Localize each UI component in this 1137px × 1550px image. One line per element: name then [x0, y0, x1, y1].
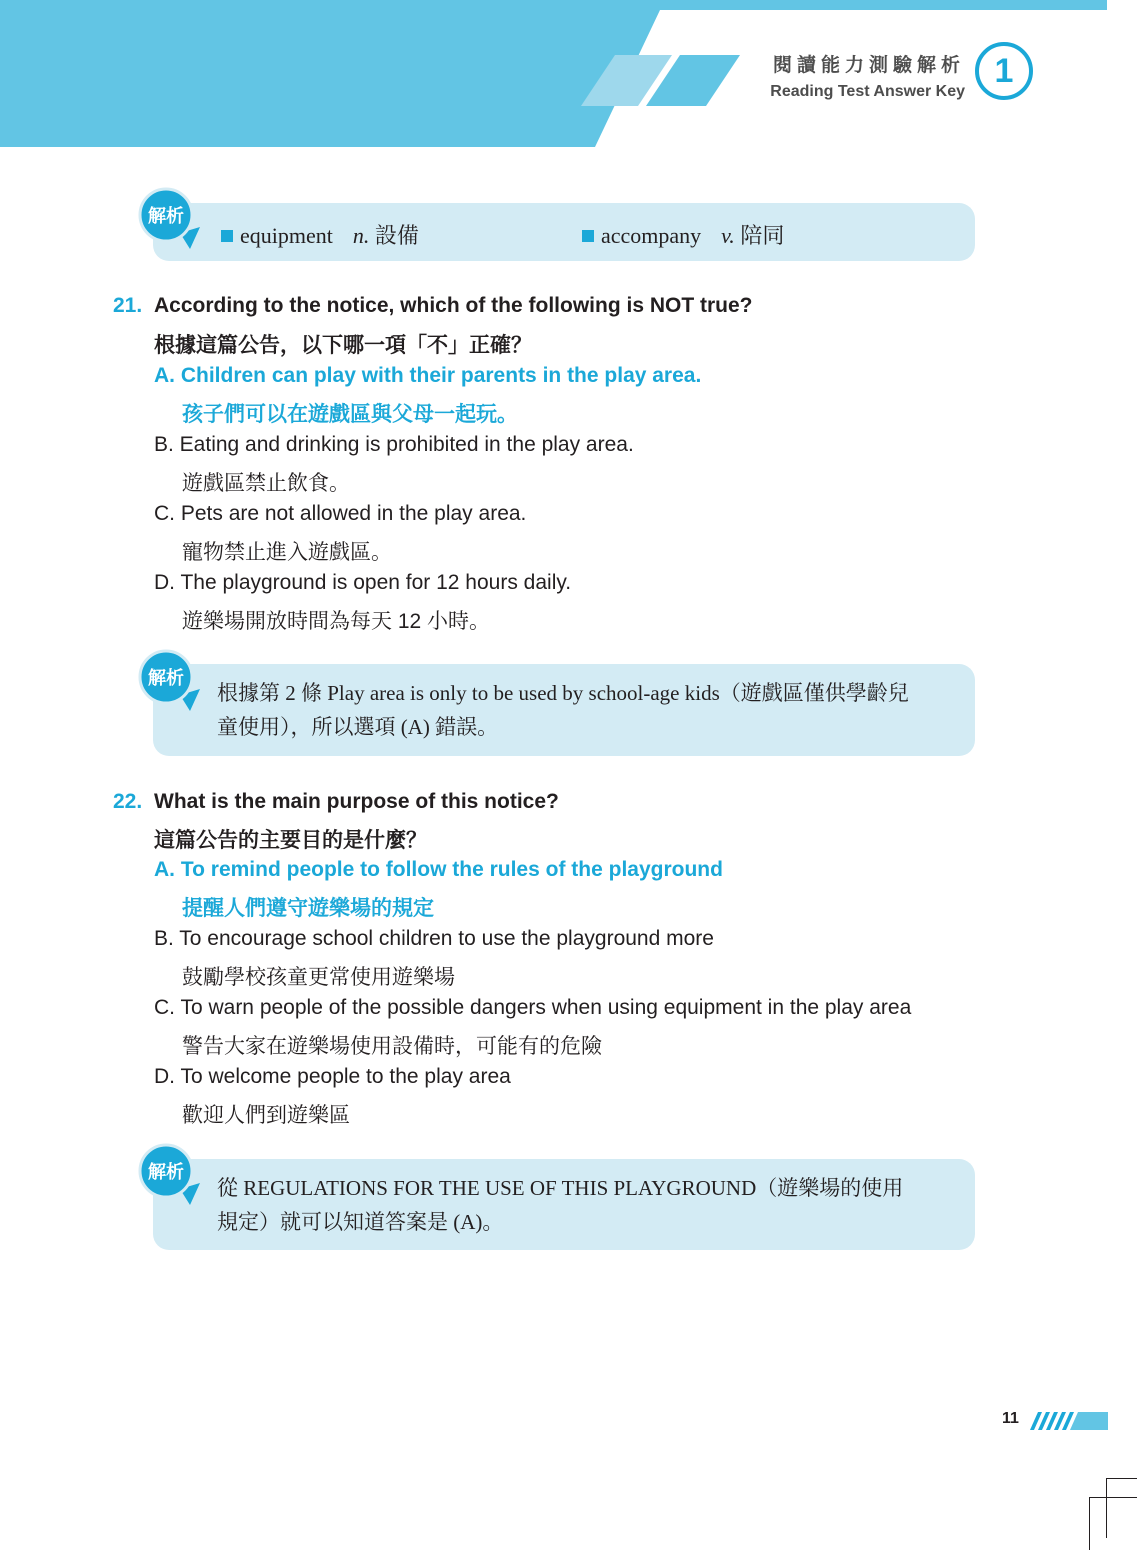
crop-mark — [1106, 1478, 1137, 1479]
badge-label: 解析 — [148, 206, 184, 227]
header-band — [0, 0, 1137, 150]
explanation-badge-icon — [138, 1143, 210, 1207]
explanation-text-21 — [217, 676, 962, 744]
page-number: 11 — [1002, 1410, 1019, 1427]
option-c-zh: 警告大家在遊樂場使用設備時，可能有的危險 — [182, 1035, 602, 1058]
explanation-badge-icon — [138, 649, 210, 713]
option-a-zh: 孩子們可以在遊戲區與父母一起玩。 — [182, 403, 518, 426]
vocab-meaning: 設備 — [374, 223, 419, 248]
explanation-text-22 — [217, 1171, 962, 1239]
option-c-zh: 寵物禁止進入遊戲區。 — [182, 541, 392, 564]
page-number-stripes — [1030, 1412, 1108, 1430]
question-number: 21. — [113, 294, 143, 317]
question-text-zh: 根據這篇公告，以下哪一項「不」正確？ — [154, 334, 532, 357]
explanation-line: 從 REGULATIONS FOR THE USE OF THIS PLAYGROUND（遊樂場的使用 — [217, 1176, 904, 1200]
option-b-zh: 遊戲區禁止飲食。 — [182, 472, 350, 495]
badge-label: 解析 — [148, 1162, 184, 1183]
vocab-word: accompany — [601, 223, 702, 248]
bullet-square-icon — [221, 230, 233, 242]
option-d-zh: 遊樂場開放時間為每天 12 小時。 — [182, 610, 491, 633]
explanation-line: 根據第 2 條 Play area is only to be used by school-age kids（遊戲區僅供學齡兒 — [217, 681, 909, 705]
option-a-zh: 提醒人們遵守遊樂場的規定 — [182, 897, 434, 920]
option-d-zh: 歡迎人們到遊樂區 — [182, 1104, 350, 1127]
chapter-number-badge: 1 — [975, 42, 1033, 100]
option-a-en: A. To remind people to follow the rules of the playground — [154, 858, 723, 881]
option-c-en: C. Pets are not allowed in the play area. — [154, 502, 527, 525]
badge-label: 解析 — [148, 668, 184, 689]
option-b-en: B. Eating and drinking is prohibited in the play area. — [154, 433, 634, 456]
explanation-badge-icon — [138, 187, 210, 251]
option-d-en: D. To welcome people to the play area — [154, 1065, 511, 1088]
option-a-en: A. Children can play with their parents in the play area. — [154, 364, 702, 387]
option-d-en: D. The playground is open for 12 hours daily. — [154, 571, 572, 594]
vocab-pos: v. — [721, 223, 735, 248]
crop-mark — [1089, 1497, 1090, 1550]
bullet-square-icon — [582, 230, 594, 242]
crop-mark — [1089, 1497, 1137, 1498]
explanation-line: 規定）就可以知道答案是 (A)。 — [217, 1210, 504, 1234]
question-text-en: According to the notice, which of the following is NOT true? — [154, 294, 753, 317]
header-title-zh: 閱讀能力測驗解析 — [772, 55, 965, 76]
vocab-word: equipment — [240, 223, 333, 248]
vocab-item-accompany — [582, 219, 784, 250]
vocab-meaning: 陪同 — [740, 223, 785, 248]
question-number: 22. — [113, 790, 143, 813]
question-text-zh: 這篇公告的主要目的是什麼？ — [154, 829, 427, 852]
vocab-pos: n. — [352, 223, 370, 248]
crop-mark — [1106, 1478, 1107, 1538]
option-b-zh: 鼓勵學校孩童更常使用遊樂場 — [182, 966, 455, 989]
vocab-item-equipment — [221, 219, 419, 250]
header-title — [770, 50, 965, 101]
explanation-line: 童使用），所以選項 (A) 錯誤。 — [217, 715, 499, 739]
option-b-en: B. To encourage school children to use the playground more — [154, 927, 714, 950]
header-title-en: Reading Test Answer Key — [770, 83, 965, 100]
question-text-en: What is the main purpose of this notice? — [154, 790, 559, 813]
option-c-en: C. To warn people of the possible dangers when using equipment in the play area — [154, 996, 912, 1019]
